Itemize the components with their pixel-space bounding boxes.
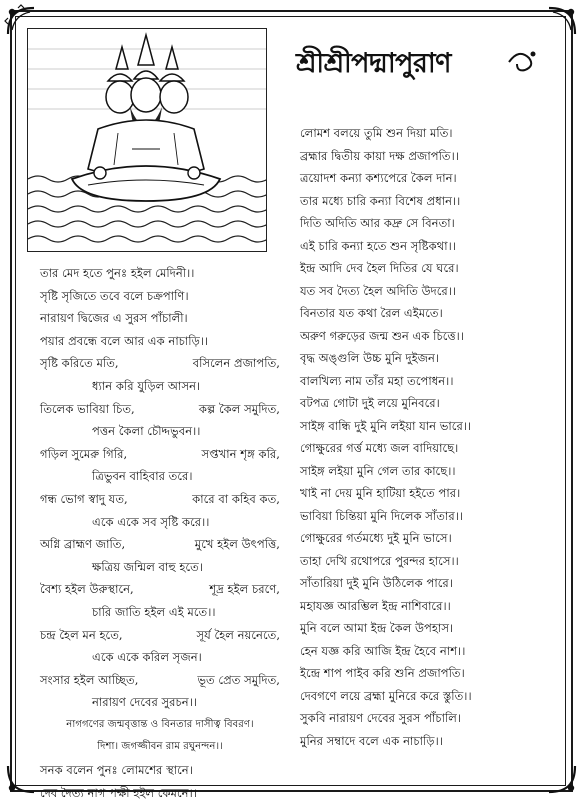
verse-line: মুনির সম্বাদে বলে এক নাচাড়ি।। (300, 733, 443, 748)
verse-line: দেব দৈত্য নাগ পক্ষী হইল কেমনে।। (40, 785, 197, 800)
verse-half-first: সৃষ্টি করিতে মতি, (40, 356, 119, 371)
verse-line: যত সব দৈত্য হৈল অদিতি উদরে।। (300, 283, 457, 298)
verse-line: সাইঙ্গ লইয়া মুনি গেল তার কাছে।। (300, 463, 456, 478)
verse-line: সৃষ্টি সৃজিতে তবে বলে চক্রপাণি। (40, 288, 189, 303)
verse-half-first: গন্ধ ভোগ স্বাদু যত, (40, 491, 128, 506)
verse-line-pair (40, 578, 280, 601)
left-verse-column (40, 262, 280, 804)
verse-line: সাঁতারিয়া দুই মুনি উঠিলেক পারে। (300, 576, 453, 590)
verse-line: নারায়ণ দেবের সুরচন।। (92, 695, 198, 710)
section-heading-line: দিশা। জগজ্জীবন রাম রঘুনন্দন।। (97, 741, 223, 753)
verse-line-pair (40, 398, 280, 421)
verse-half-second: কল্প কৈল সমুদিত, (198, 401, 280, 416)
verse-line: চারি জাতি হইল এই মতে।। (92, 604, 216, 619)
verse-line: ক্ষত্রিয় জন্মিল বাহু হতে। (92, 559, 204, 574)
verse-half-second: বসিলেন প্রজাপতি, (192, 356, 280, 371)
verse-line: লোমশ বলয়ে তুমি শুন দিয়া মতি। (300, 126, 453, 140)
verse-line: ত্রিভুবন বাহিবার তরে। (92, 469, 193, 484)
verse-line: সুকবি নারায়ণ দেবের সুরস পাঁচালি। (300, 711, 462, 725)
verse-half-second: কারে বা কহিব কত, (192, 491, 280, 506)
verse-half-second: সপ্তখান শৃঙ্গ করি, (201, 446, 280, 461)
verse-line: দেবগণে লয়ে ব্রহ্মা মুনিরে করে স্তুতি।। (300, 688, 472, 703)
verse-half-first: গড়িল সুমেরু গিরি, (40, 446, 128, 461)
verse-line: বালখিল্য নাম তাঁর মহা তপোধন।। (300, 373, 454, 388)
verse-half-first: সংসার হইল আচ্ছিত, (40, 672, 139, 687)
verse-line: ইন্দ্রে শাপ পাইব করি শুনি প্রজাপতি। (300, 666, 465, 680)
verse-line: তার মধ্যে চারি কন্যা বিশেষ প্রধান।। (300, 193, 461, 208)
verse-line: মহাযজ্ঞ আরম্ভিল ইন্দ্র নাশিবারে।। (300, 598, 451, 613)
verse-line: হেন যজ্ঞ করি আজি ইন্দ্র হৈবে নাশ।। (300, 643, 466, 658)
verse-line: ধ্যান করি যুড়িল আসন। (92, 378, 201, 393)
verse-line: সনক বলেন পুনঃ লোমশের স্থানে। (40, 763, 193, 778)
verse-line: তাহা দেখি রথোপরে পুরন্দর হাসে।। (300, 553, 459, 568)
verse-half-second: শূদ্র হইল চরণে, (209, 582, 280, 597)
verse-half-first: তিলেক ভাবিয়া চিত, (40, 401, 135, 416)
section-heading-line: নাগগণের জন্মবৃত্তান্ত ও বিনতার দাসীত্ব বিবরণ। (66, 718, 254, 730)
corner-ornament-bottom-left (4, 762, 38, 796)
brahma-figure-image (28, 29, 267, 252)
corner-ornament-top-right (545, 4, 579, 38)
verse-line: মুনি বলে আমা ইন্দ্র কৈল উপহাস। (300, 621, 454, 635)
verse-line: একে একে সব সৃষ্টি করে।। (92, 514, 210, 529)
verse-line-pair (40, 533, 280, 556)
verse-line: খাই না দেয় মুনি হাটিয়া হইতে পার। (300, 486, 461, 500)
title-flourish-ornament (505, 46, 541, 76)
verse-line: গোক্ষুরের গর্ত্ত মধ্যে জল বাদিয়াছে। (300, 441, 459, 455)
verse-line: পত্তন কৈলা চৌদ্দভুবন।। (92, 424, 201, 439)
verse-line: পয়ার প্রবন্ধে বলে আর এক নাচাড়ি।। (40, 333, 209, 348)
verse-line: বটপত্র গোটা দুই লয়ে মুনিবরে। (300, 396, 440, 410)
verse-line-pair (40, 488, 280, 511)
verse-half-first: অগ্নি ব্রাহ্মণ জাতি, (40, 537, 126, 552)
brahma-illustration (27, 28, 267, 252)
verse-line: বিনতার যত কথা রৈল এইমতে। (300, 306, 443, 320)
right-verse-column (300, 122, 545, 752)
verse-line: অরুণ গরুড়ের জন্ম শুন এক চিত্তে।। (300, 328, 464, 343)
verse-line: ব্রহ্মার দ্বিতীয় কায়া দক্ষ প্রজাপতি।। (300, 148, 459, 163)
verse-line-pair (40, 443, 280, 466)
verse-line: একে একে করিল সৃজন। (92, 650, 202, 665)
verse-line: এই চারি কন্যা হতে শুন সৃষ্টিকথা।। (300, 238, 456, 253)
verse-line: সাইঙ্গ বান্ধি দুই মুনি লইয়া যান ভারে।। (300, 418, 472, 433)
verse-line: ইন্দ্র আদি দেব হৈল দিতির যে ঘরে। (300, 261, 459, 275)
verse-line: ত্রয়োদশ কন্যা কশ্যপেরে কৈল দান। (300, 171, 457, 185)
verse-half-first: চন্দ্র হৈল মন হতে, (40, 627, 123, 642)
verse-half-first: বৈশ্য হইল উরুস্থানে, (40, 582, 134, 597)
verse-half-second: সূর্য হৈল নয়নেতে, (196, 627, 280, 642)
verse-line: ভাবিয়া চিন্তিয়া মুনি দিলেক সাঁতার।। (300, 508, 464, 523)
verse-line-pair (40, 624, 280, 647)
verse-line-pair (40, 669, 280, 692)
verse-line: দিতি অদিতি আর কদ্রু সে বিনতা। (300, 216, 455, 230)
verse-half-second: মুখে হইল উৎপত্তি, (194, 537, 280, 552)
corner-ornament-bottom-right (545, 762, 579, 796)
verse-line-pair (40, 352, 280, 375)
page-title: শ্রীশ্রীপদ্মাপুরাণ (296, 48, 451, 79)
verse-line: বৃদ্ধ অঙ্গুলি উচ্চ মুনি দুইজন। (300, 351, 440, 365)
verse-line: নারায়ণ দ্বিজের এ সুরস পাঁচালী। (40, 311, 188, 326)
verse-half-second: ভূত প্রেত সমুদিত, (197, 672, 280, 687)
verse-line: গোক্ষুরের গর্তমধ্যে দুই মুনি ভাসে। (300, 531, 452, 545)
verse-line: তার মেদ হতে পুনঃ হইল মেদিনী।। (40, 266, 195, 280)
